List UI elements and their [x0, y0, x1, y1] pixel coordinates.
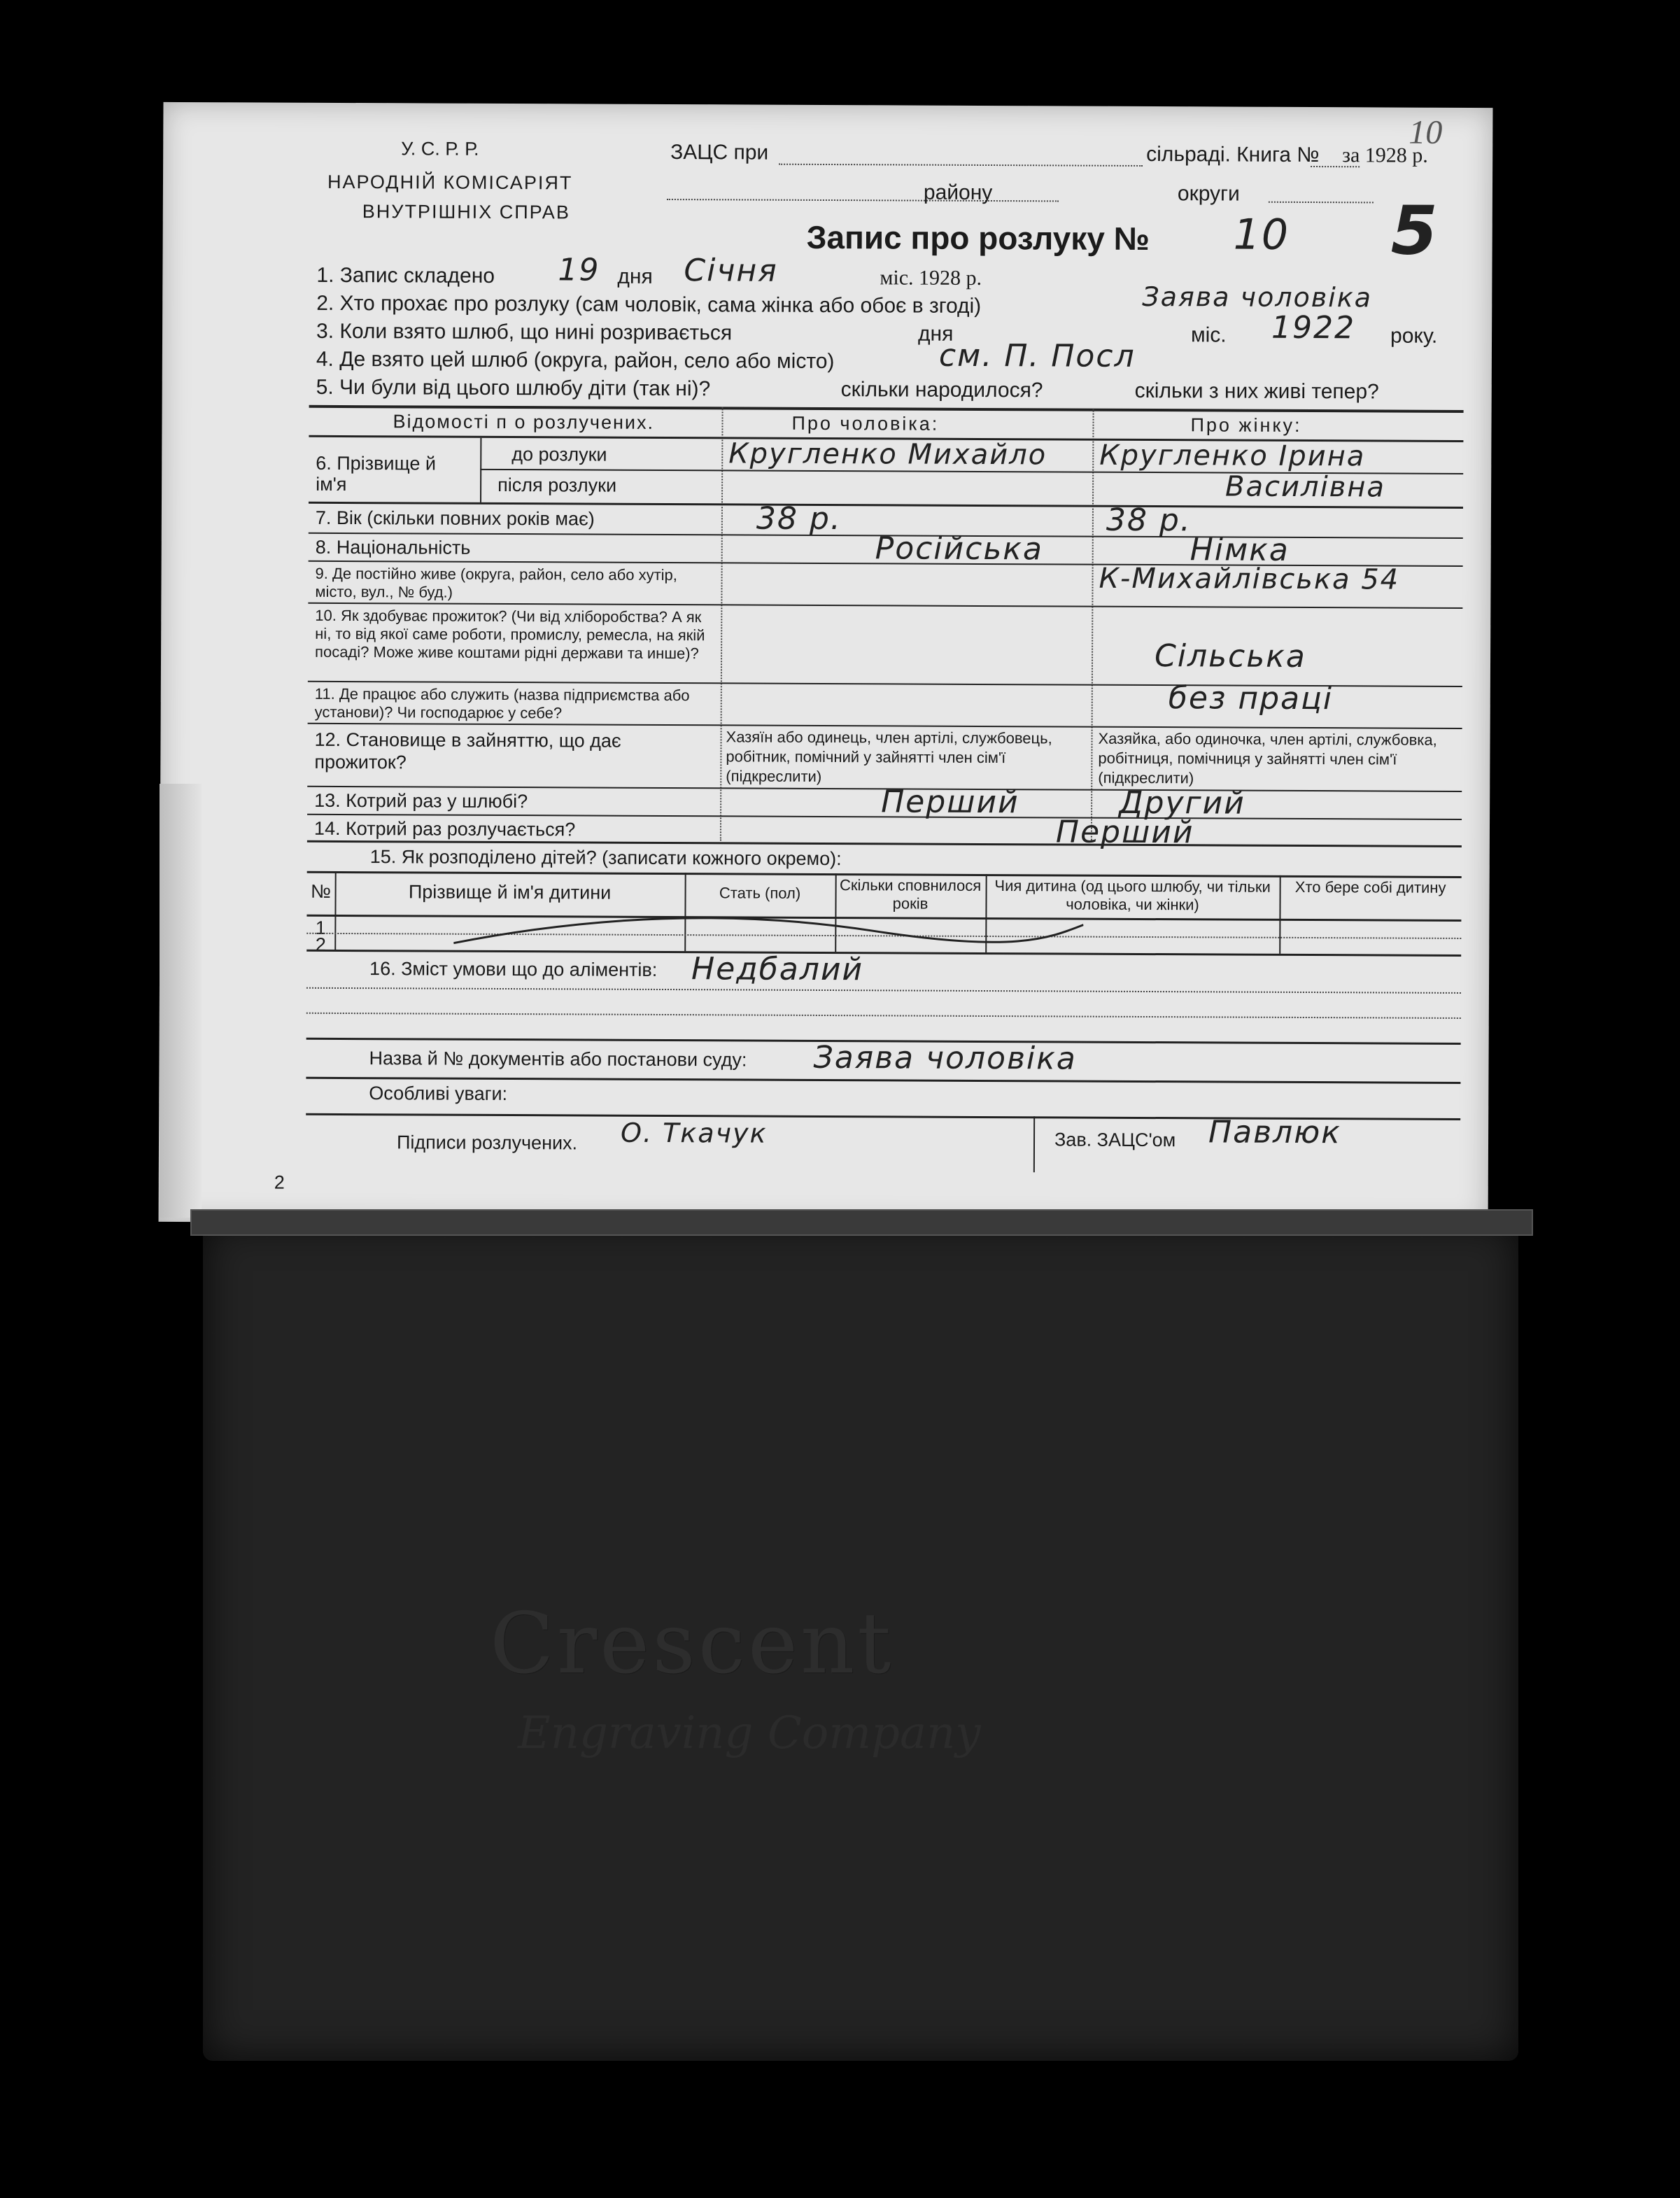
- row-8-husband: Російська: [875, 530, 1043, 568]
- field-3-roku: року.: [1390, 324, 1438, 348]
- field-1-day: 19: [558, 252, 600, 288]
- row-8-wife: Німка: [1190, 532, 1290, 568]
- row-7-label: 7. Вік (скільки повних років має): [315, 507, 595, 530]
- zags-label: ЗАЦС при: [670, 141, 769, 164]
- row-12-wife: Хазяйка, або одиночка, член артілі, службовка, робітниця, помічниця у зайнятті член сім'ї (підкреслити): [1098, 729, 1437, 787]
- strike-through-line: [453, 908, 1083, 953]
- row-12-husband: Хазяїн або одинець, член артілі, службовець, робітник, помічний у зайнятті член сім'ї (підкреслити): [726, 728, 1052, 785]
- signature-value: О. Ткачук: [620, 1117, 768, 1149]
- row-10-wife: Сільська: [1154, 638, 1306, 675]
- row-7-husband: 38 р.: [756, 500, 842, 537]
- row-13-label: 13. Котрий раз у шлюбі?: [314, 789, 528, 812]
- row-13-wife: Другий: [1119, 784, 1245, 822]
- row-12-label: 12. Становище в зайняттю, що дає прожиток?: [314, 728, 621, 773]
- field-3-label: 3. Коли взято шлюб, що нині розривається: [316, 319, 733, 345]
- children-col-age: Скільки сповнилося років: [839, 876, 982, 913]
- children-col-whose: Чия дитина (од цього шлюбу, чи тільки чоловіка, чи жінки): [994, 877, 1271, 914]
- field-5-born: скільки народилося?: [840, 378, 1043, 402]
- row-14-label: 14. Котрий раз розлучається?: [313, 817, 576, 840]
- row-6-husband: Кругленко Михайло: [728, 437, 1047, 472]
- binding-strip: [190, 1209, 1533, 1236]
- field-3-dnya: дня: [917, 322, 954, 346]
- field-3-year: 1922: [1271, 309, 1356, 346]
- row-13-husband: Перший: [881, 784, 1019, 821]
- field-5-label: 5. Чи були від цього шлюбу діти (так ні)?: [316, 375, 711, 401]
- field-4-label: 4. Де взято цей шлюб (округа, район, село або місто): [316, 347, 835, 374]
- col-info-header: Відомості п о розлучених.: [393, 411, 655, 433]
- page-number: 5: [1390, 191, 1439, 270]
- field-1-dnya: дня: [617, 265, 653, 288]
- folded-edge: [160, 784, 202, 1218]
- children-col-name: Прізвище й ім'я дитини: [408, 881, 612, 903]
- field-2-label: 2. Хто прохає про розлуку (сам чоловік, сама жінка або обоє в згоді): [316, 291, 982, 318]
- commissariat-line-1: НАРОДНІЙ КОМІСАРІЯТ: [327, 171, 573, 194]
- alimony-value: Недбалий: [691, 951, 864, 988]
- field-4-value: см. П. Посл: [938, 337, 1136, 374]
- children-col-no: №: [311, 880, 332, 902]
- row-6-before: до розлуки: [511, 444, 607, 465]
- cover-brand: Crescent: [490, 1595, 894, 1693]
- head-label: Зав. ЗАЦС'ом: [1054, 1129, 1176, 1151]
- row-10-label: 10. Як здобуває прожиток? (Чи від хліборобства? А як ні, то від якої саме роботи, промислу, ремесла, на якій посаді? Може живе коштами рідні держави та инше)?: [315, 606, 705, 663]
- okruha-label: округи: [1177, 182, 1240, 206]
- footer-number: 2: [274, 1171, 285, 1193]
- notes-label: Особливі уваги:: [369, 1083, 508, 1105]
- children-header: 15. Як розподілено дітей? (записати кожного окремо):: [369, 846, 842, 870]
- col-wife-header: Про жінку:: [1190, 414, 1302, 436]
- alimony-label: 16. Зміст умови що до аліментів:: [369, 958, 658, 980]
- row-8-label: 8. Національність: [315, 536, 471, 558]
- cover-brand-sub: Engraving Company: [518, 1707, 981, 1759]
- row-11-label: 11. Де працює або служить (назва підприємства або установи)? Чи господарює у себе?: [314, 684, 690, 722]
- row-14-wife: Перший: [1055, 814, 1194, 851]
- page-title: Запис про розлуку №: [806, 218, 1150, 258]
- row-11-wife: без праці: [1168, 680, 1334, 717]
- children-row-2: 2: [315, 934, 326, 955]
- silradi-book-label: сільраді. Книга №: [1146, 142, 1320, 167]
- head-signature: Павлюк: [1208, 1114, 1341, 1151]
- docs-value: Заява чоловіка: [813, 1039, 1077, 1077]
- children-col-who: Хто бере собі дитину: [1294, 878, 1446, 896]
- row-7-wife: 38 р.: [1106, 502, 1192, 539]
- commissariat-line-2: ВНУТРІШНІХ СПРАВ: [362, 201, 570, 223]
- record-sheet: [159, 102, 1493, 1227]
- field-2-value: Заява чоловіка: [1142, 281, 1373, 314]
- col-husband-header: Про чоловіка:: [791, 412, 940, 435]
- ussr-label: У. С. Р. Р.: [401, 138, 479, 160]
- field-1-label: 1. Запис складено: [316, 263, 495, 288]
- children-col-sex: Стать (пол): [719, 884, 801, 902]
- children-row-1: 1: [315, 917, 326, 938]
- rayon-label: району: [923, 181, 993, 205]
- field-3-mis: міс.: [1190, 323, 1227, 347]
- row-6-wife: Кругленко Ірина: [1099, 439, 1366, 473]
- record-number: 10: [1233, 210, 1290, 260]
- docs-label: Назва й № документів або постанови суду:: [369, 1048, 747, 1071]
- corner-number: 10: [1409, 113, 1443, 151]
- row-6-wife-after: Василівна: [1225, 470, 1386, 504]
- field-5-alive: скільки з них живі тепер?: [1134, 379, 1379, 404]
- signatures-label: Підписи розлучених.: [396, 1132, 578, 1154]
- row-9-label: 9. Де постійно живе (округа, район, село або хутір, місто, вул., № буд.): [315, 564, 678, 601]
- field-1-year: міс. 1928 р.: [880, 266, 982, 290]
- field-1-month: Січня: [684, 253, 778, 289]
- row-6-label: 6. Прізвище й ім'я: [316, 452, 437, 495]
- row-6-after: після розлуки: [497, 474, 617, 496]
- row-9-wife: К-Михайлівська 54: [1099, 562, 1400, 596]
- year-label: за 1928 р.: [1342, 143, 1428, 167]
